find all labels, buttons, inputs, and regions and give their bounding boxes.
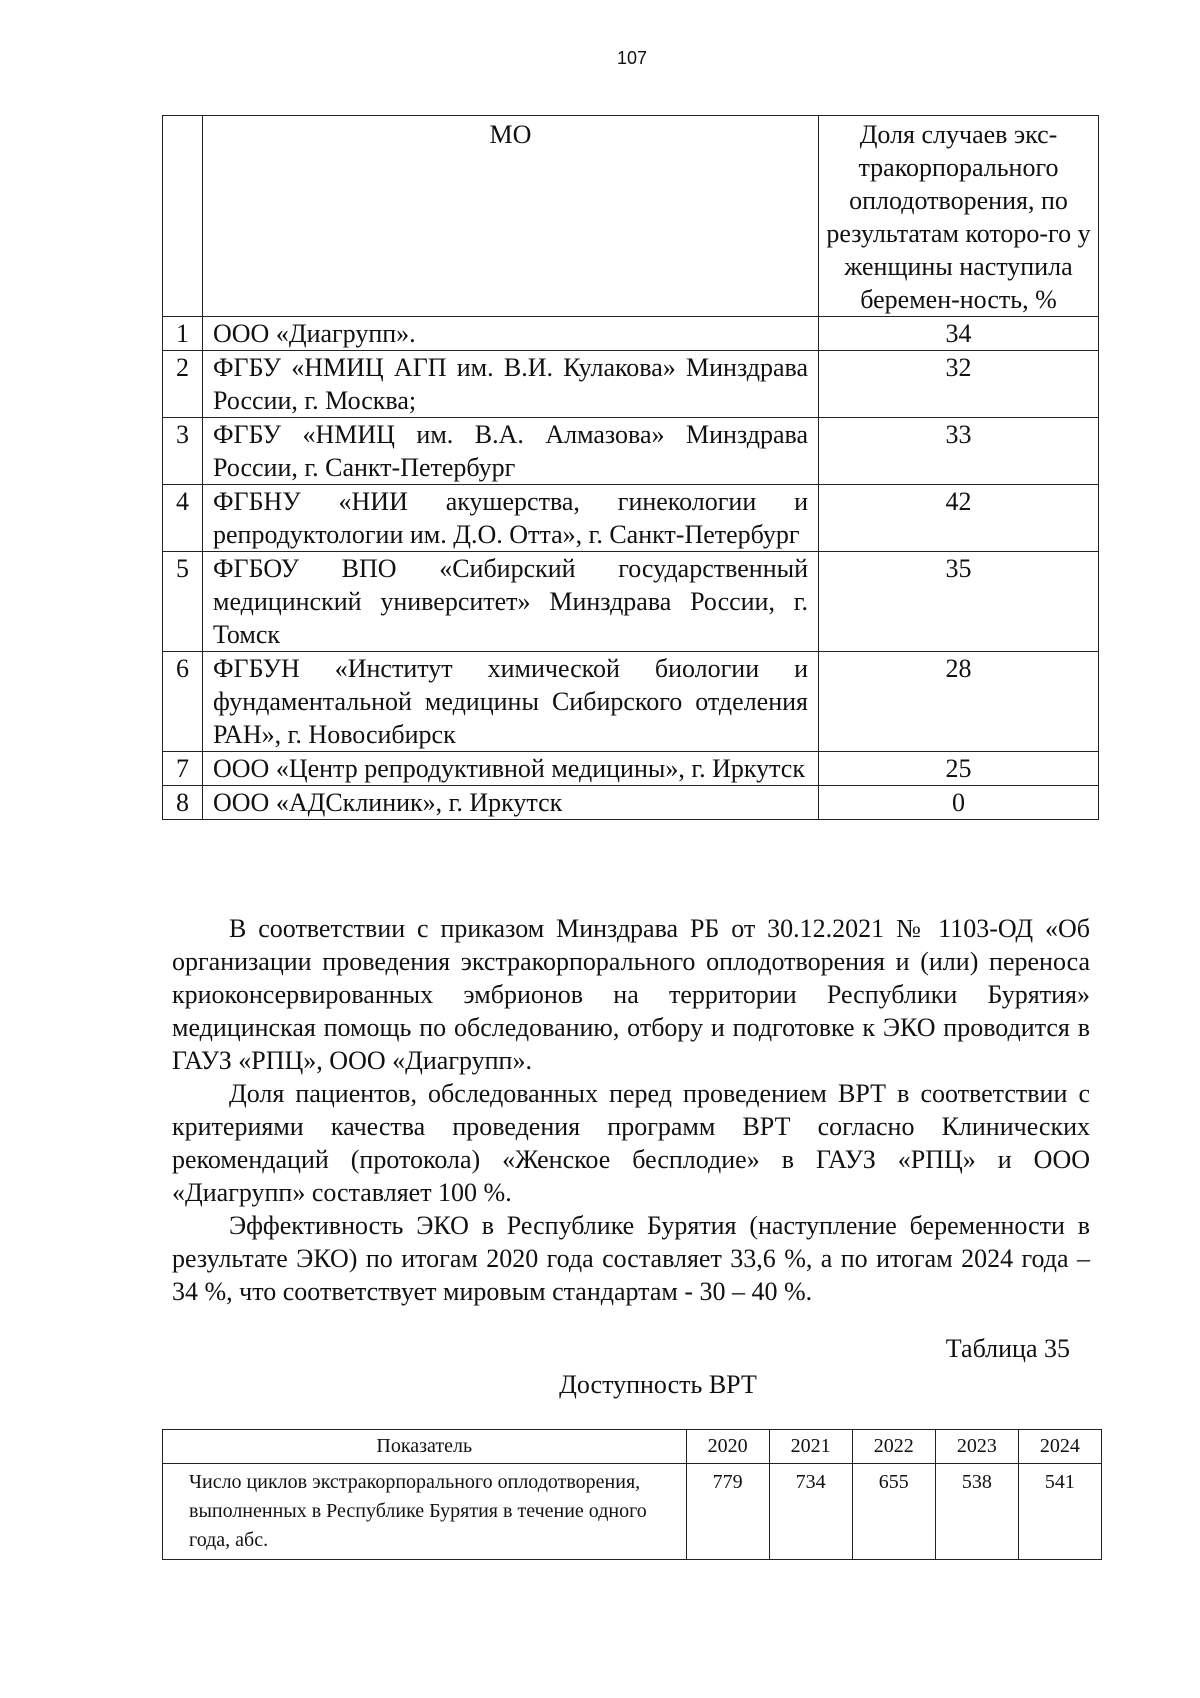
row-mo-name: ООО «Центр репродуктивной медицины», г. Иркутск xyxy=(203,752,819,786)
row-number: 4 xyxy=(163,485,203,552)
page-number: 107 xyxy=(616,48,648,68)
row-number: 8 xyxy=(163,786,203,820)
table-row xyxy=(163,752,1099,786)
row-mo-name: ФГБОУ ВПО «Сибирский государственный медицинский университет» Минздрава России, г. Томск xyxy=(203,552,819,652)
row-value: 35 xyxy=(819,552,1099,652)
table-header-row xyxy=(163,1430,1102,1464)
year-value: 541 xyxy=(1018,1464,1101,1560)
table-row xyxy=(163,1464,1102,1560)
table-title: Доступность ВРТ xyxy=(559,1370,757,1399)
row-value: 0 xyxy=(819,786,1099,820)
table-header-row xyxy=(163,116,1099,317)
row-mo-name: ФГБУ «НМИЦ АГП им. В.И. Кулакова» Минздрава России, г. Москва; xyxy=(203,351,819,418)
header-indicator: Показатель xyxy=(163,1430,687,1464)
row-value: 28 xyxy=(819,652,1099,752)
year-value: 655 xyxy=(852,1464,935,1560)
row-number: 7 xyxy=(163,752,203,786)
indicator-label: Число циклов экстракорпорального оплодотворения, выполненных в Республике Бурятия в течение одного года, абс. xyxy=(163,1464,687,1560)
header-year: 2022 xyxy=(852,1430,935,1464)
paragraph-order: В соответствии с приказом Минздрава РБ от 30.12.2021 № 1103-ОД «Об организации проведения экстракорпорального оплодотворения и (или) переноса криоконсервированных эмбрионов на территории Республики Бурятия» медицинская помощь по обследованию, отбору и подготовке к ЭКО проводится в ГАУЗ «РПЦ», ООО «Диагрупп». xyxy=(172,914,1090,1075)
table-caption: Таблица 35 xyxy=(945,1334,1070,1363)
year-value: 734 xyxy=(769,1464,852,1560)
table-row xyxy=(163,652,1099,752)
header-year: 2023 xyxy=(935,1430,1018,1464)
row-number: 5 xyxy=(163,552,203,652)
row-value: 25 xyxy=(819,752,1099,786)
row-number: 1 xyxy=(163,317,203,351)
header-mo: МО xyxy=(203,116,819,317)
row-value: 33 xyxy=(819,418,1099,485)
table-row xyxy=(163,552,1099,652)
header-pregnancy-share: Доля случаев экс-тракорпорального оплодотворения, по результатам которо-го у женщины наступила беремен-ность, % xyxy=(819,116,1099,317)
year-value: 538 xyxy=(935,1464,1018,1560)
paragraph-ivf-efficiency: Эффективность ЭКО в Республике Бурятия (наступление беременности в результате ЭКО) по итогам 2020 года составляет 33,6 %, а по итогам 2024 года – 34 %, что соответствует мировым стандартам - 30 – 40 %. xyxy=(172,1211,1090,1306)
row-mo-name: ООО «АДСклиник», г. Иркутск xyxy=(203,786,819,820)
table-row xyxy=(163,317,1099,351)
table-row xyxy=(163,418,1099,485)
table-row xyxy=(163,351,1099,418)
header-year: 2024 xyxy=(1018,1430,1101,1464)
row-mo-name: ФГБУН «Институт химической биологии и фундаментальной медицины Сибирского отделения РАН», г. Новосибирск xyxy=(203,652,819,752)
vrt-availability-table xyxy=(162,1429,1102,1560)
row-mo-name: ООО «Диагрупп». xyxy=(203,317,819,351)
row-number: 3 xyxy=(163,418,203,485)
header-year: 2020 xyxy=(686,1430,769,1464)
header-year: 2021 xyxy=(769,1430,852,1464)
header-num xyxy=(163,116,203,317)
mo-ivf-table xyxy=(162,115,1099,820)
row-number: 2 xyxy=(163,351,203,418)
row-value: 32 xyxy=(819,351,1099,418)
table-row xyxy=(163,786,1099,820)
row-mo-name: ФГБУ «НМИЦ им. В.А. Алмазова» Минздрава России, г. Санкт-Петербург xyxy=(203,418,819,485)
row-value: 42 xyxy=(819,485,1099,552)
row-number: 6 xyxy=(163,652,203,752)
year-value: 779 xyxy=(686,1464,769,1560)
row-mo-name: ФГБНУ «НИИ акушерства, гинекологии и репродуктологии им. Д.О. Отта», г. Санкт-Петербург xyxy=(203,485,819,552)
paragraph-patient-share: Доля пациентов, обследованных перед проведением ВРТ в соответствии с критериями качества проведения программ ВРТ согласно Клинических рекомендаций (протокола) «Женское бесплодие» в ГАУЗ «РПЦ» и ООО «Диагрупп» составляет 100 %. xyxy=(172,1079,1090,1207)
row-value: 34 xyxy=(819,317,1099,351)
table-row xyxy=(163,485,1099,552)
